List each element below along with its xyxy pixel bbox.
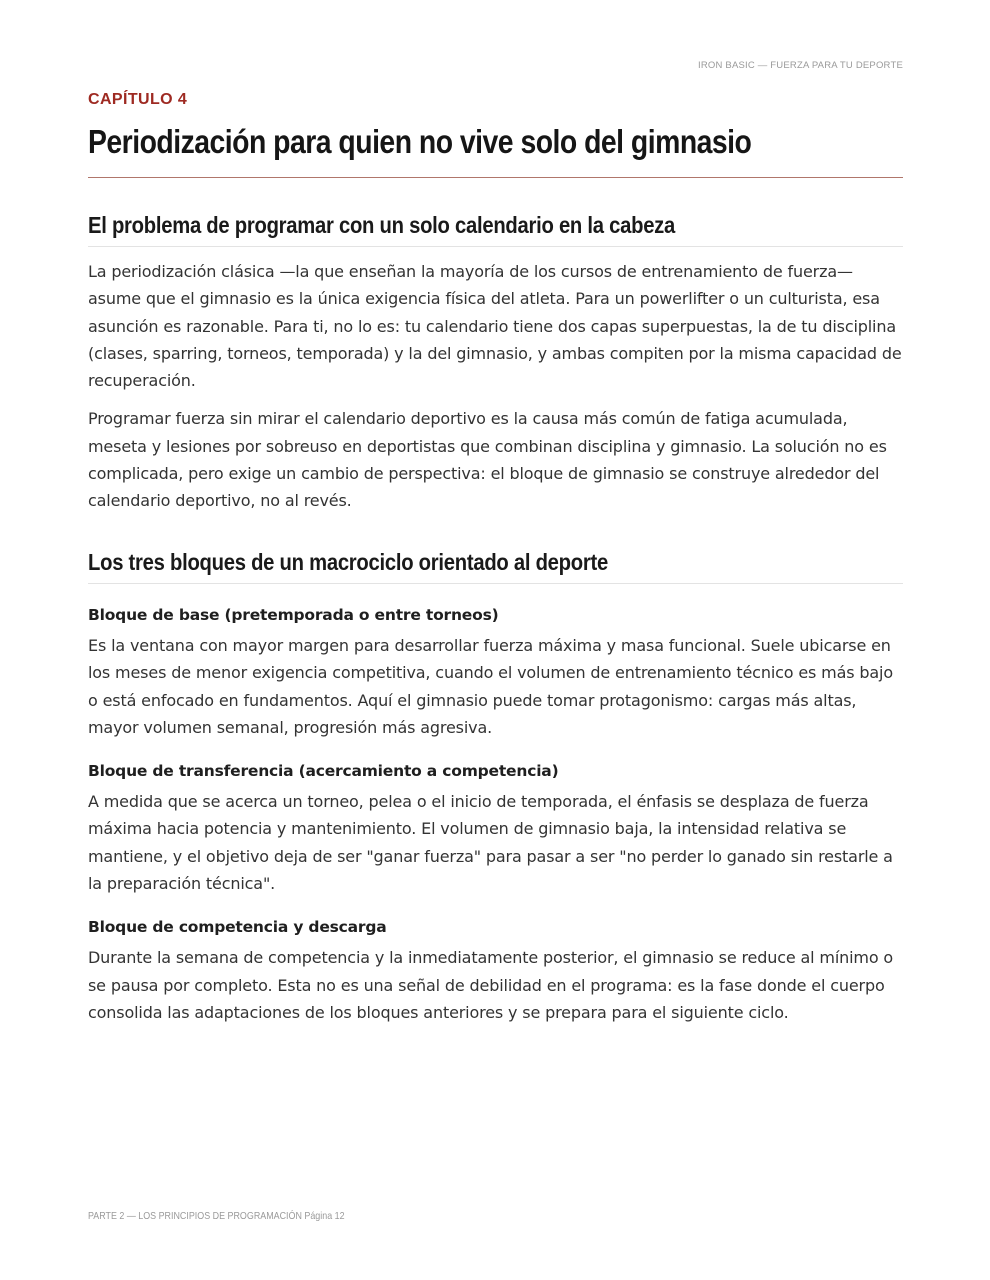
block-base — [88, 603, 903, 741]
chapter-title: Periodización para quien no vive solo del gimnasio — [88, 123, 752, 160]
running-header: IRON BASIC — FUERZA PARA TU DEPORTE — [698, 60, 903, 71]
block-title: Bloque de transferencia (acercamiento a competencia) — [88, 762, 559, 781]
paragraph: Programar fuerza sin mirar el calendario deportivo es la causa más común de fatiga acumulada, meseta y lesiones por sobreuso en deportistas que combinan disciplina y gimnasio. La solución no es complicada, pero exige un cambio de perspectiva: el bloque de gimnasio se construye alrededor del calendario deportivo, no al revés. — [88, 409, 887, 511]
page-footer: PARTE 2 — LOS PRINCIPIOS DE PROGRAMACIÓN Página 12 — [88, 1210, 345, 1222]
block-title: Bloque de competencia y descarga — [88, 918, 387, 937]
section-tres-bloques — [88, 547, 903, 1026]
paragraph: La periodización clásica —la que enseñan la mayoría de los cursos de entrenamiento de fuerza— asume que el gimnasio es la única exigencia física del atleta. Para un powerlifter o un culturista, esa asunción es razonable. Para ti, no lo es: tu calendario tiene dos capas superpuestas, la de tu disciplina (clases, sparring, torneos, temporada) y la del gimnasio, y ambas compiten por la misma capacidad de recuperación. — [88, 262, 902, 391]
document-page — [88, 0, 903, 1280]
block-transferencia — [88, 759, 903, 897]
section-heading: Los tres bloques de un macrociclo orientado al deporte — [88, 549, 608, 575]
block-competencia — [88, 915, 903, 1026]
block-text: A medida que se acerca un torneo, pelea o el inicio de temporada, el énfasis se desplaza de fuerza máxima hacia potencia y mantenimiento. El volumen de gimnasio baja, la intensidad relativa se mantiene, y el objetivo deja de ser "ganar fuerza" para pasar a ser "no perder lo ganado sin restarle a la preparación técnica". — [88, 792, 893, 894]
block-text: Es la ventana con mayor margen para desarrollar fuerza máxima y masa funcional. Suele ubicarse en los meses de menor exigencia competitiva, cuando el volumen de entrenamiento técnico es más bajo o está enfocado en fundamentos. Aquí el gimnasio puede tomar protagonismo: cargas más altas, mayor volumen semanal, progresión más agresiva. — [88, 636, 893, 737]
block-text: Durante la semana de competencia y la inmediatamente posterior, el gimnasio se reduce al mínimo o se pausa por completo. Esta no es una señal de debilidad en el programa: es la fase donde el cuerpo consolida las adaptaciones de los bloques anteriores y se prepara para el siguiente ciclo. — [88, 948, 894, 1022]
section-divider — [88, 583, 903, 584]
chapter-label: CAPÍTULO 4 — [88, 91, 188, 108]
title-divider — [88, 177, 903, 178]
section-divider — [88, 246, 903, 247]
block-title: Bloque de base (pretemporada o entre torneos) — [88, 606, 499, 624]
section-problema — [88, 210, 903, 515]
section-heading: El problema de programar con un solo calendario en la cabeza — [88, 212, 676, 238]
